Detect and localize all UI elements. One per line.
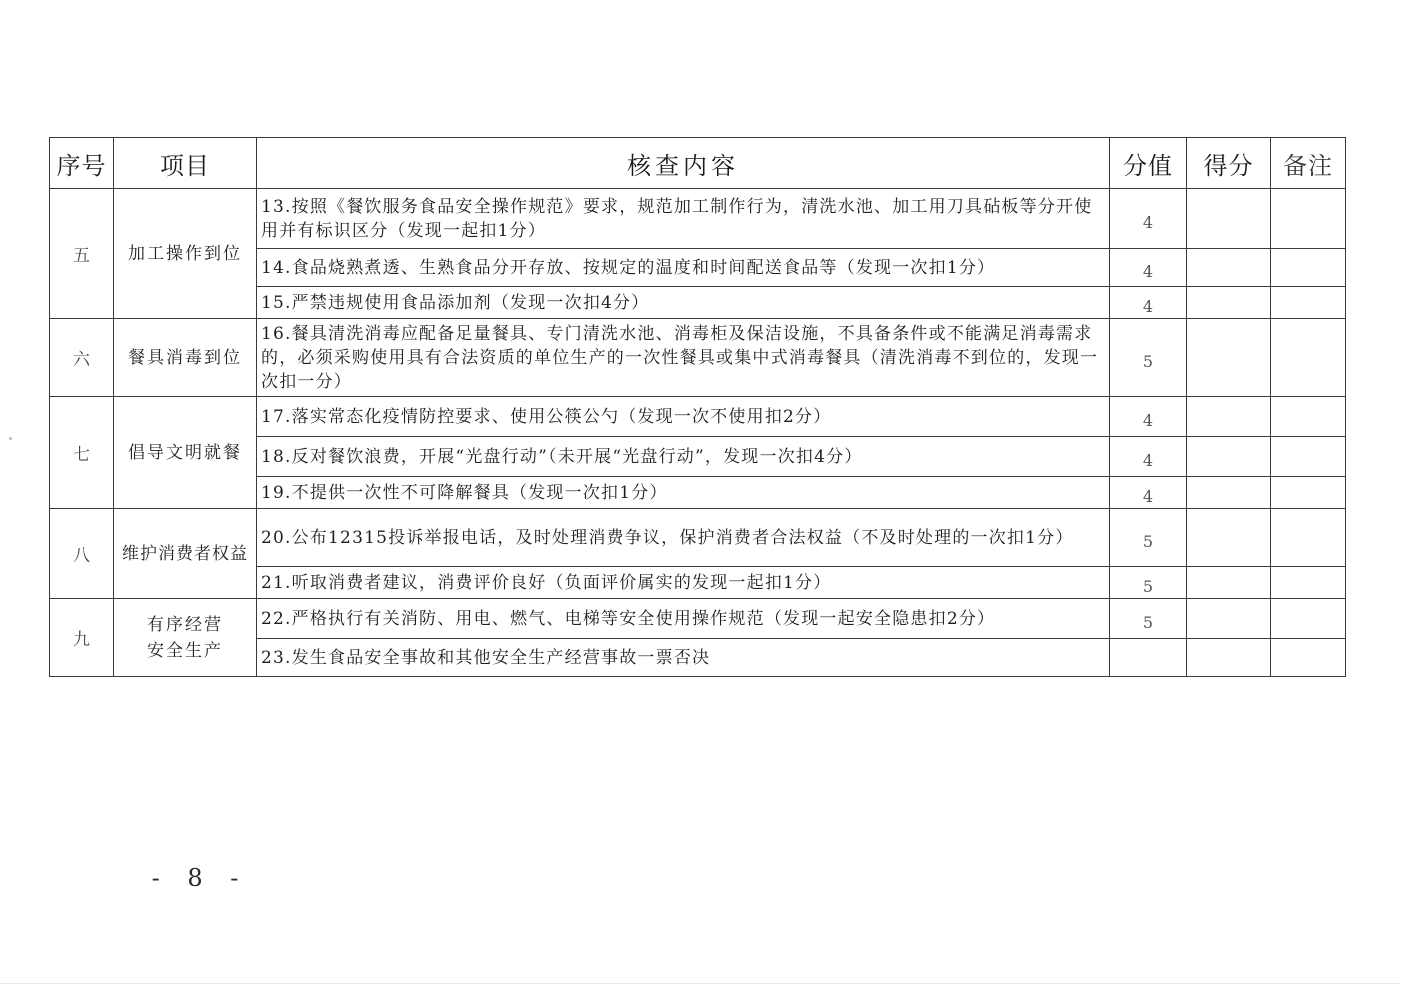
section-item [114,599,257,677]
earned-cell[interactable] [1187,397,1271,437]
earned-cell[interactable] [1187,477,1271,509]
section-item: 餐具消毒到位 [114,319,257,397]
earned-cell[interactable] [1187,509,1271,567]
section-item-line: 有序经营 [147,614,223,635]
scan-speck [9,437,12,440]
header-note: 备注 [1271,138,1346,189]
earned-cell[interactable] [1187,189,1271,249]
score-value: 5 [1110,567,1187,599]
section-item: 加工操作到位 [114,189,257,319]
section-seq: 九 [50,599,114,677]
table-row [50,319,1346,397]
check-content: 16.餐具清洗消毒应配备足量餐具、专门清洗水池、消毒柜及保洁设施，不具备条件或不能满足消毒需求的，必须采购使用具有合法资质的单位生产的一次性餐具或集中式消毒餐具（清洗消毒不到位的，发现一次扣一分） [257,319,1110,397]
section-item: 倡导文明就餐 [114,397,257,509]
check-content: 13.按照《餐饮服务食品安全操作规范》要求，规范加工制作行为，清洗水池、加工用刀具砧板等分开使用并有标识区分（发现一起扣1分） [257,189,1110,249]
note-cell[interactable] [1271,287,1346,319]
score-value: 4 [1110,249,1187,287]
table-row [50,189,1346,249]
note-cell[interactable] [1271,599,1346,639]
earned-cell[interactable] [1187,639,1271,677]
table-header-row [50,138,1346,189]
score-value: 4 [1110,287,1187,319]
earned-cell[interactable] [1187,567,1271,599]
check-content: 18.反对餐饮浪费，开展“光盘行动”（未开展“光盘行动”，发现一次扣4分） [257,437,1110,477]
header-item: 项目 [114,138,257,189]
earned-cell[interactable] [1187,287,1271,319]
score-value: 4 [1110,189,1187,249]
note-cell[interactable] [1271,477,1346,509]
section-seq: 五 [50,189,114,319]
table-row [50,397,1346,437]
earned-cell[interactable] [1187,437,1271,477]
check-content: 22.严格执行有关消防、用电、燃气、电梯等安全使用操作规范（发现一起安全隐患扣2分） [257,599,1110,639]
section-item: 维护消费者权益 [114,509,257,599]
note-cell[interactable] [1271,437,1346,477]
check-content: 21.听取消费者建议，消费评价良好（负面评价属实的发现一起扣1分） [257,567,1110,599]
check-content: 17.落实常态化疫情防控要求、使用公筷公勺（发现一次不使用扣2分） [257,397,1110,437]
header-earned: 得分 [1187,138,1271,189]
section-seq: 八 [50,509,114,599]
note-cell[interactable] [1271,319,1346,397]
score-value: 5 [1110,599,1187,639]
note-cell[interactable] [1271,639,1346,677]
score-value: 5 [1110,509,1187,567]
page-number: - 8 - [151,864,249,892]
check-content: 20.公布12315投诉举报电话，及时处理消费争议，保护消费者合法权益（不及时处理的一次扣1分） [257,509,1110,567]
header-seq: 序号 [50,138,114,189]
note-cell[interactable] [1271,509,1346,567]
inspection-checklist-table [49,137,1346,677]
score-value [1110,639,1187,677]
note-cell[interactable] [1271,189,1346,249]
score-value: 4 [1110,437,1187,477]
section-item-line: 安全生产 [147,640,223,661]
check-content: 23.发生食品安全事故和其他安全生产经营事故一票否决 [257,639,1110,677]
section-seq: 六 [50,319,114,397]
score-value: 5 [1110,319,1187,397]
earned-cell[interactable] [1187,249,1271,287]
score-value: 4 [1110,477,1187,509]
header-score: 分值 [1110,138,1187,189]
page-bottom-edge [0,983,1401,984]
check-content: 14.食品烧熟煮透、生熟食品分开存放、按规定的温度和时间配送食品等（发现一次扣1分） [257,249,1110,287]
section-seq: 七 [50,397,114,509]
earned-cell[interactable] [1187,599,1271,639]
table-row [50,599,1346,639]
earned-cell[interactable] [1187,319,1271,397]
header-content: 核查内容 [257,138,1110,189]
note-cell[interactable] [1271,567,1346,599]
check-content: 19.不提供一次性不可降解餐具（发现一次扣1分） [257,477,1110,509]
note-cell[interactable] [1271,397,1346,437]
score-value: 4 [1110,397,1187,437]
note-cell[interactable] [1271,249,1346,287]
check-content: 15.严禁违规使用食品添加剂（发现一次扣4分） [257,287,1110,319]
table-row [50,509,1346,567]
